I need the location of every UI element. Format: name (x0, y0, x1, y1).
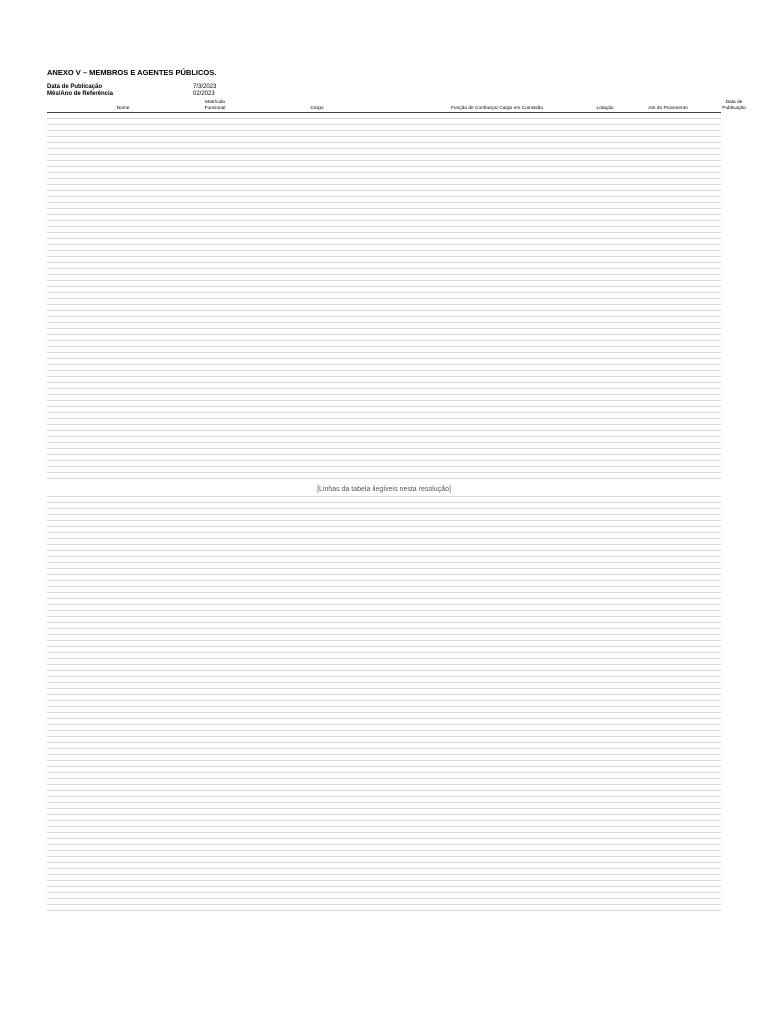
reference-label: Mês/Ano de Referência (47, 91, 114, 97)
publication-date-value: 7/3/2023 (193, 84, 217, 90)
annex-title: ANEXO V – MEMBROS E AGENTES PÚBLICOS. (47, 68, 217, 77)
publication-date-label: Data de Publicação (47, 84, 103, 90)
col-name: Nome (116, 105, 130, 111)
col-location: Lotação (596, 105, 614, 111)
col-function: Função de Confiança/ Cargo em Comissão (451, 105, 543, 111)
col-pub-date: Data de Publicação (722, 100, 746, 111)
document-meta (47, 84, 253, 98)
col-position: Cargo (310, 105, 324, 111)
reference-value: 02/2023 (193, 91, 215, 97)
table-header (47, 100, 746, 113)
table-body (47, 113, 721, 916)
table-row (47, 905, 721, 911)
col-registration: Matrícula Funcional (204, 100, 226, 111)
members-table (47, 100, 746, 916)
illegible-notice: [Linhas da tabela ilegíveis nesta resolução] (47, 483, 721, 496)
col-act: Ato do Provimento (648, 105, 688, 111)
